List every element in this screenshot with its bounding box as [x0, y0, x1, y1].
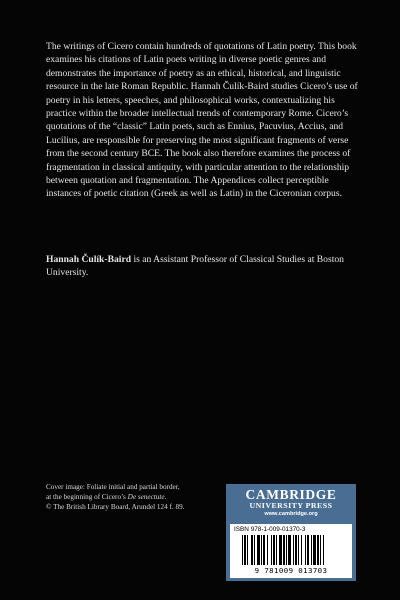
barcode-box: [230, 524, 352, 578]
author-name: Hannah Čulík-Baird: [46, 254, 132, 265]
publisher-url: www.cambridge.org: [264, 511, 318, 517]
credit-line-3: © The British Library Board, Arundel 124 f. 89.: [46, 503, 185, 512]
barcode-icon: [242, 535, 346, 565]
publisher-subname: UNIVERSITY PRESS: [249, 501, 333, 510]
book-description: The writings of Cicero contain hundreds of quotations of Latin poetry. This book examines his citations of Latin poets writing in diverse poetic genres and demonstrates the importance of poetry as an ethical, historical, and linguistic resource in the late Roman Republic. Hannah Čulík-Baird studies Cicero’s use of poetry in his letters, speeches, and philosophical works, contextualizing his practice within the broader intellectual trends of contemporary Rome. Cicero’s quotations of the “classic” Latin poets, such as Ennius, Pacuvius, Accius, and Lucilius, are responsible for preserving the most significant fragments of verse from the second century BCE. The book also therefore examines the process of fragmentation in classical antiquity, with particular attention to the relationship between quotation and fragmentation. The Appendices collect perceptible instances of poetic citation (Greek as well as Latin) in the Ciceronian corpus.: [46, 41, 358, 200]
publisher-logo: [226, 484, 356, 522]
author-bio: [46, 253, 364, 280]
barcode-digits: 9 781009 013703: [254, 566, 328, 575]
credit-line-2: [46, 492, 226, 502]
isbn-label: ISBN 978-1-009-01370-3: [234, 526, 306, 533]
cover-image-credit: [46, 482, 226, 513]
credit-line-2-suffix: .: [164, 493, 167, 502]
credit-line-2-prefix: at the beginning of Cicero’s: [46, 493, 128, 502]
author-bio-text: is an Assistant Professor of Classical Studies at Boston University.: [46, 254, 344, 279]
credit-line-1: Cover image: Foliate initial and partial border,: [46, 483, 180, 491]
publisher-panel: [226, 484, 356, 581]
publisher-name: CAMBRIDGE: [245, 487, 337, 502]
credit-work-title: De senectute: [127, 493, 165, 502]
